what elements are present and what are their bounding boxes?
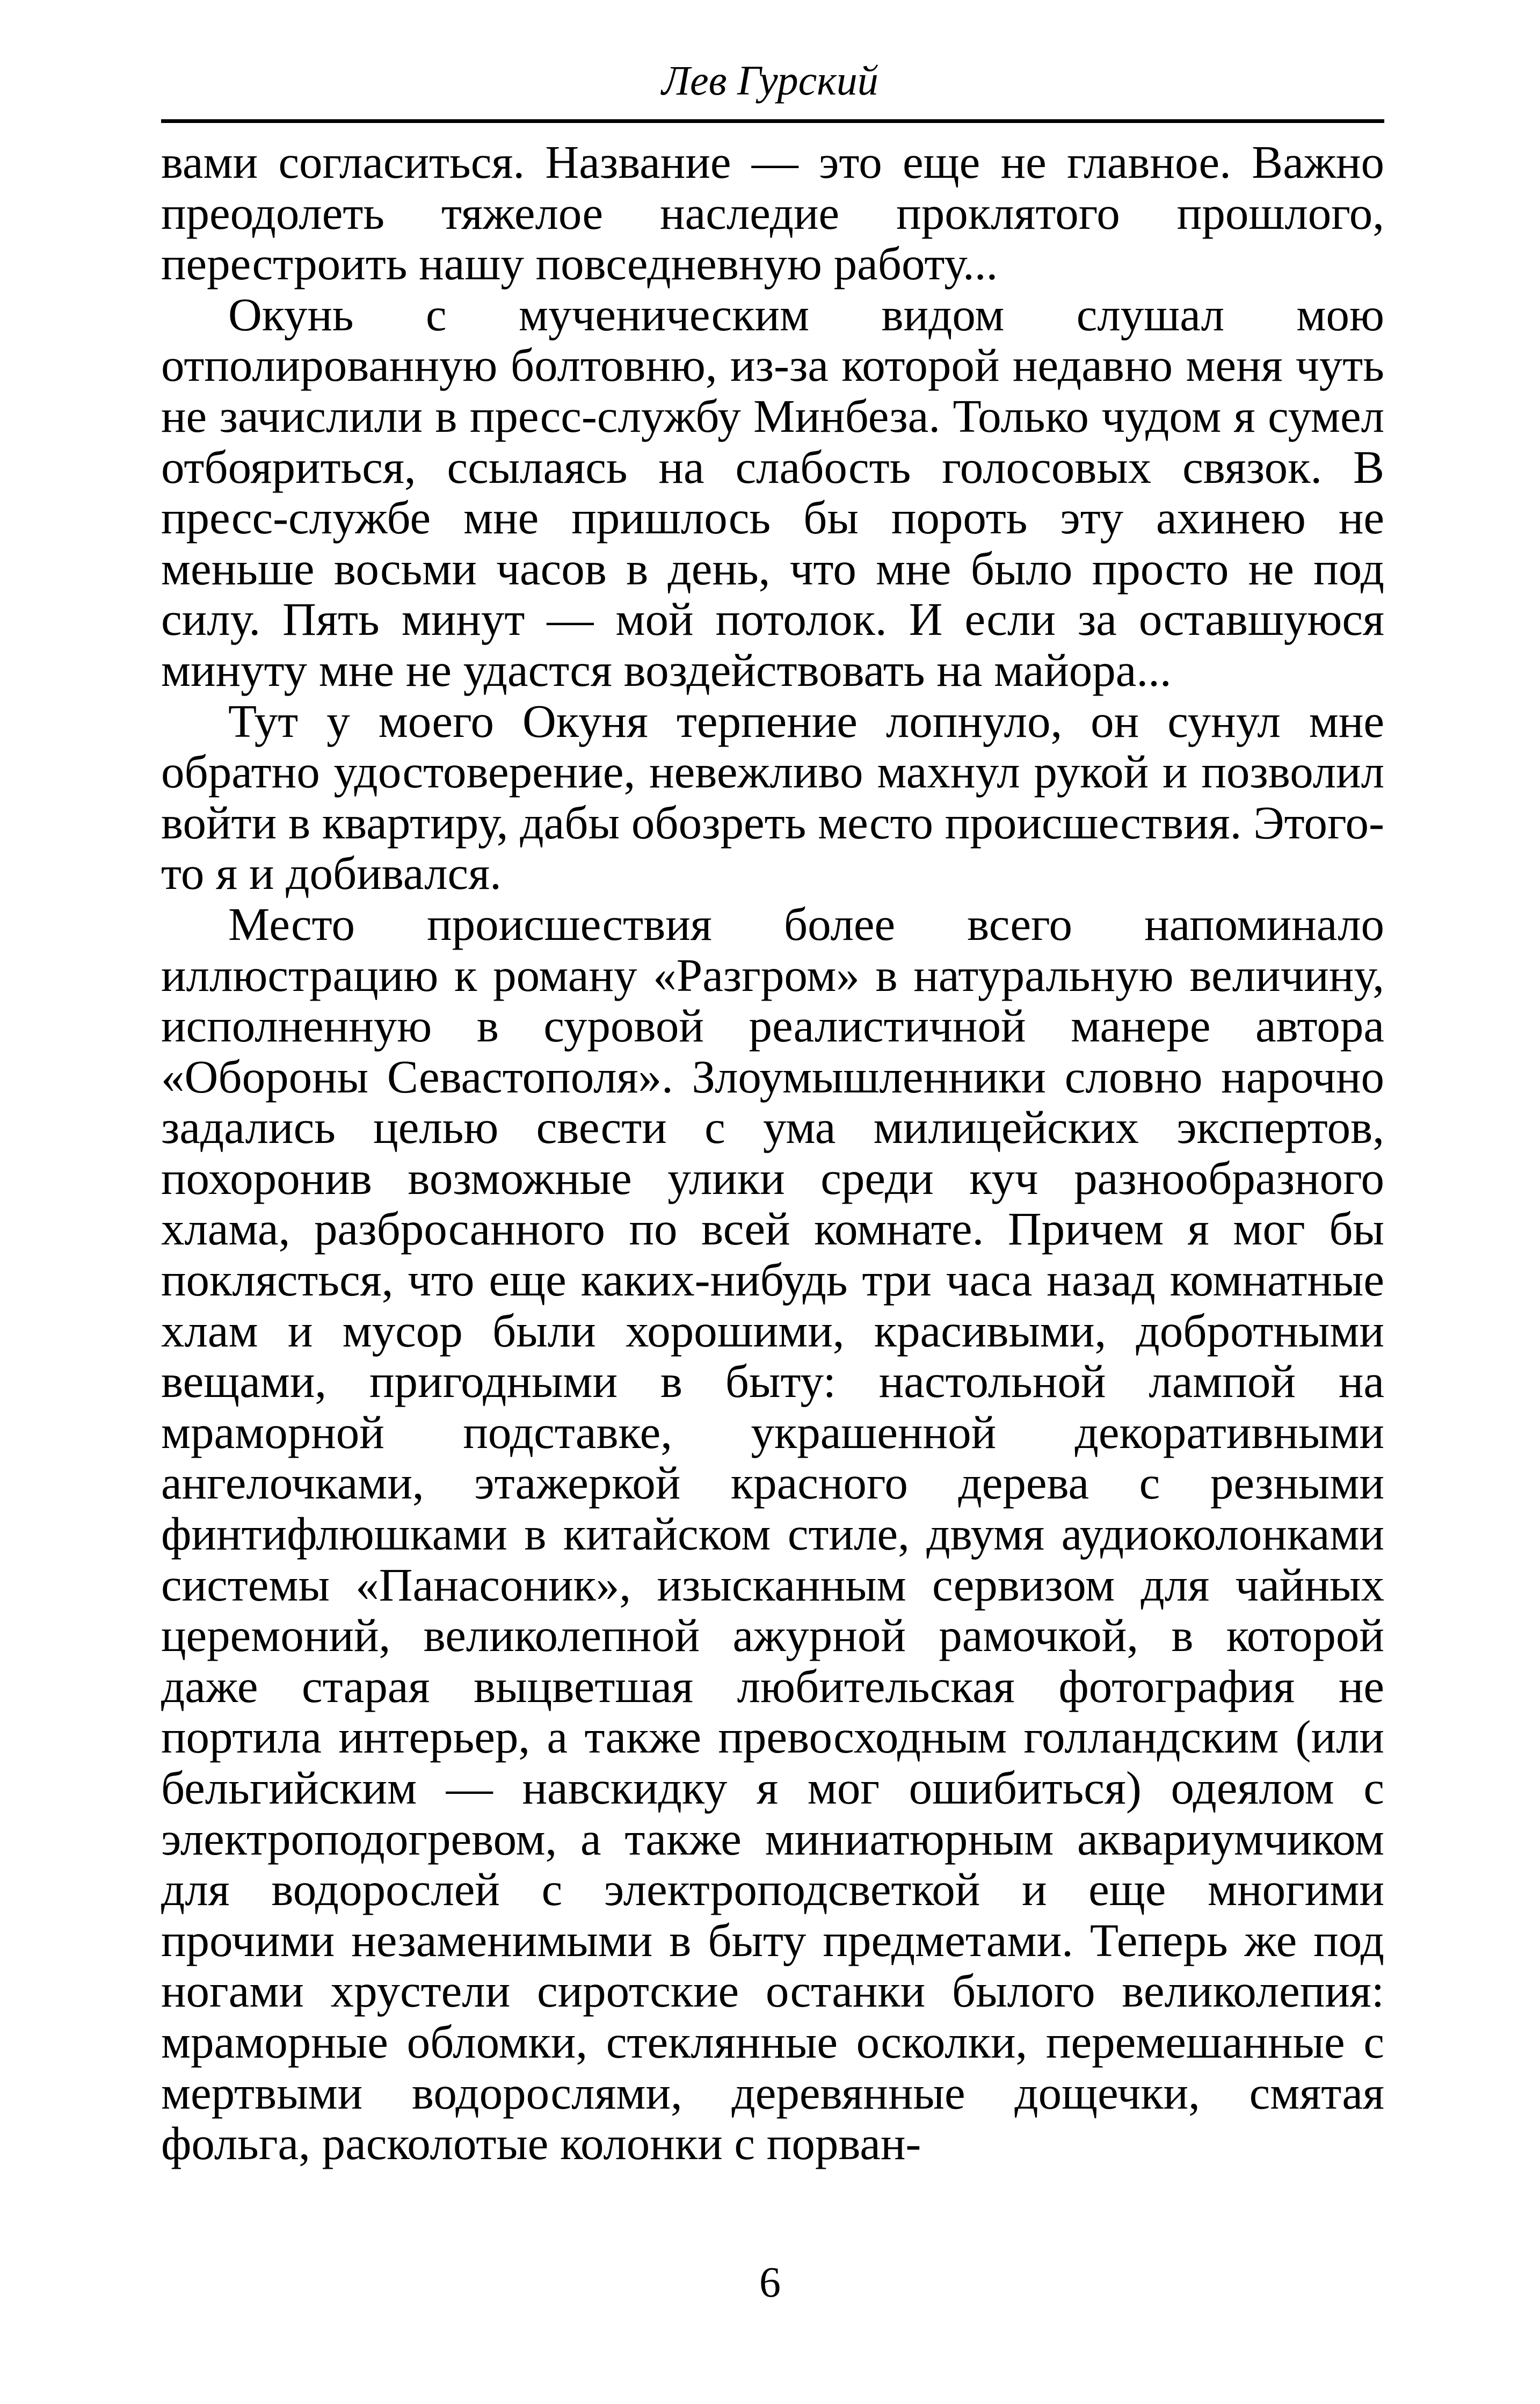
paragraph: Тут у моего Окуня терпение лопнуло, он сунул мне обратно удостоверение, невежливо махнул рукой и позволил войти в квартиру, дабы обозреть место происшествия. Этого-то я и добивался.: [161, 694, 1384, 900]
running-head: Лев Гурский: [662, 57, 878, 104]
paragraph: Место происшествия более всего напоминало иллюстрацию к роману «Разгром» в натуральную величину, исполненную в суровой реалистичной манере автора «Обороны Севастополя». Злоумышленники словно нарочно задались целью свести с ума милицейских экспертов, похоронив возможные улики среди куч разнообразного хлама, разбросанного по всей комнате. Причем я мог бы поклясться, что еще каких-нибудь три часа назад комнатные хлам и мусор были хорошими, красивыми, добротными вещами, пригодными в быту: настольной лампой на мраморной подставке, украшенной декоративными ангелочками, этажеркой красного дерева с резными финтифлюшками в китайском стиле, двумя аудиоколонками системы «Панасоник», изысканным сервизом для чайных церемоний, великолепной ажурной рамочкой, в которой даже старая выцветшая любительская фотография не портила интерьер, а также превосходным голландским (или бельгийским — навскидку я мог ошибиться) одеялом с электроподогревом, а также миниатюрным аквариумчиком для водорослей с электроподсветкой и еще многими прочими незаменимыми в быту предметами. Теперь же под ногами хрустели сиротские останки былого великолепия: мраморные обломки, стеклянные осколки, перемешанные с мертвыми водорослями, деревянные дощечки, смятая фольга, расколотые колонки с порван-: [161, 897, 1384, 2170]
paragraph: вами согласиться. Название — это еще не главное. Важно преодолеть тяжелое наследие проклятого прошлого, перестроить нашу повседневную работу...: [161, 136, 1384, 290]
page-number: 6: [759, 2259, 781, 2306]
header-rule: [161, 119, 1384, 123]
paragraph: Окунь с мученическим видом слушал мою отполированную болтовню, из-за которой недавно меня чуть не зачислили в пресс-службу Минбеза. Только чудом я сумел отбояриться, ссылаясь на слабость голосовых связок. В пресс-службе мне пришлось бы пороть эту ахинею не меньше восьми часов в день, что мне было просто не под силу. Пять минут — мой потолок. И если за оставшуюся минуту мне не удастся воздействовать на майора...: [161, 288, 1384, 696]
page-body: [161, 137, 1384, 2169]
